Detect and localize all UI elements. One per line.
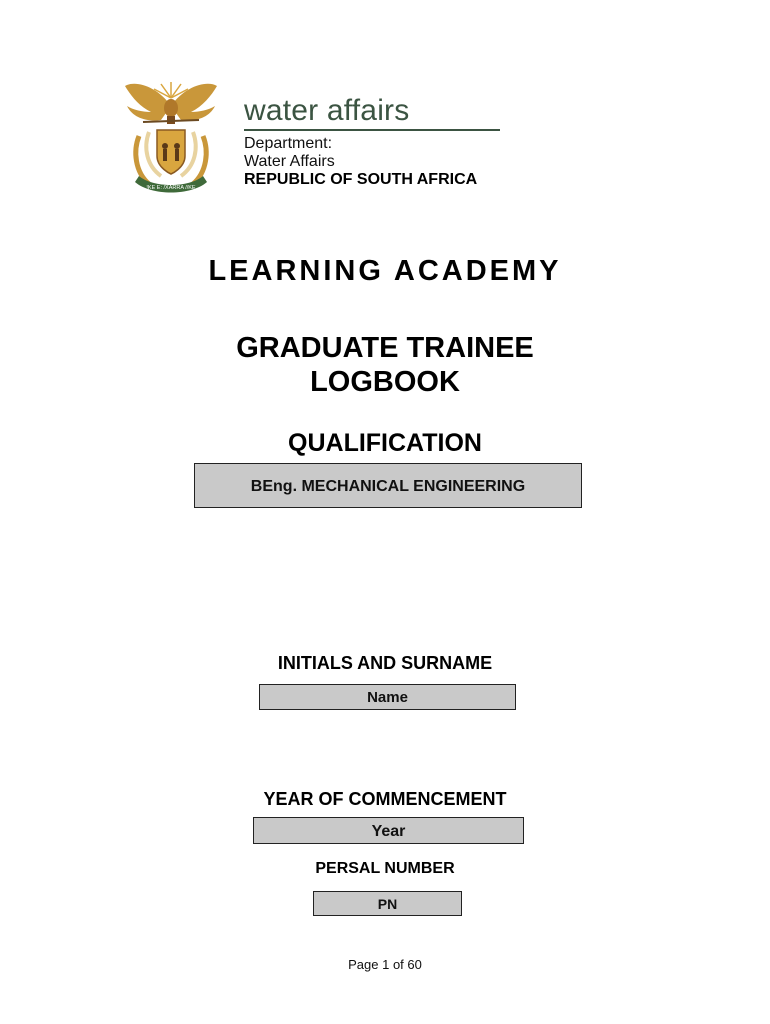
title-line-2: LOGBOOK xyxy=(310,366,460,398)
coat-of-arms-icon xyxy=(121,76,221,200)
persal-field[interactable]: PN xyxy=(313,891,462,916)
department-label: Department: xyxy=(244,135,333,152)
brand-name: water affairs xyxy=(244,94,410,127)
document-title xyxy=(0,331,770,399)
year-label: YEAR OF COMMENCEMENT xyxy=(263,789,507,809)
qualification-field[interactable]: BEng. MECHANICAL ENGINEERING xyxy=(194,463,582,508)
qualification-heading: QUALIFICATION xyxy=(288,429,482,457)
year-field[interactable]: Year xyxy=(253,817,524,844)
page-number: Page 1 of 60 xyxy=(348,957,422,972)
persal-label: PERSAL NUMBER xyxy=(315,860,455,877)
crest-motto: !KE E: /XARRA //KE xyxy=(146,185,196,191)
academy-heading: LEARNING ACADEMY xyxy=(208,255,562,287)
name-label: INITIALS AND SURNAME xyxy=(277,653,493,673)
department-name: Water Affairs xyxy=(244,153,335,170)
name-field[interactable]: Name xyxy=(259,684,516,710)
country-name: REPUBLIC OF SOUTH AFRICA xyxy=(244,171,478,188)
brand-underline xyxy=(244,129,500,131)
title-line-1: GRADUATE TRAINEE xyxy=(236,332,534,364)
